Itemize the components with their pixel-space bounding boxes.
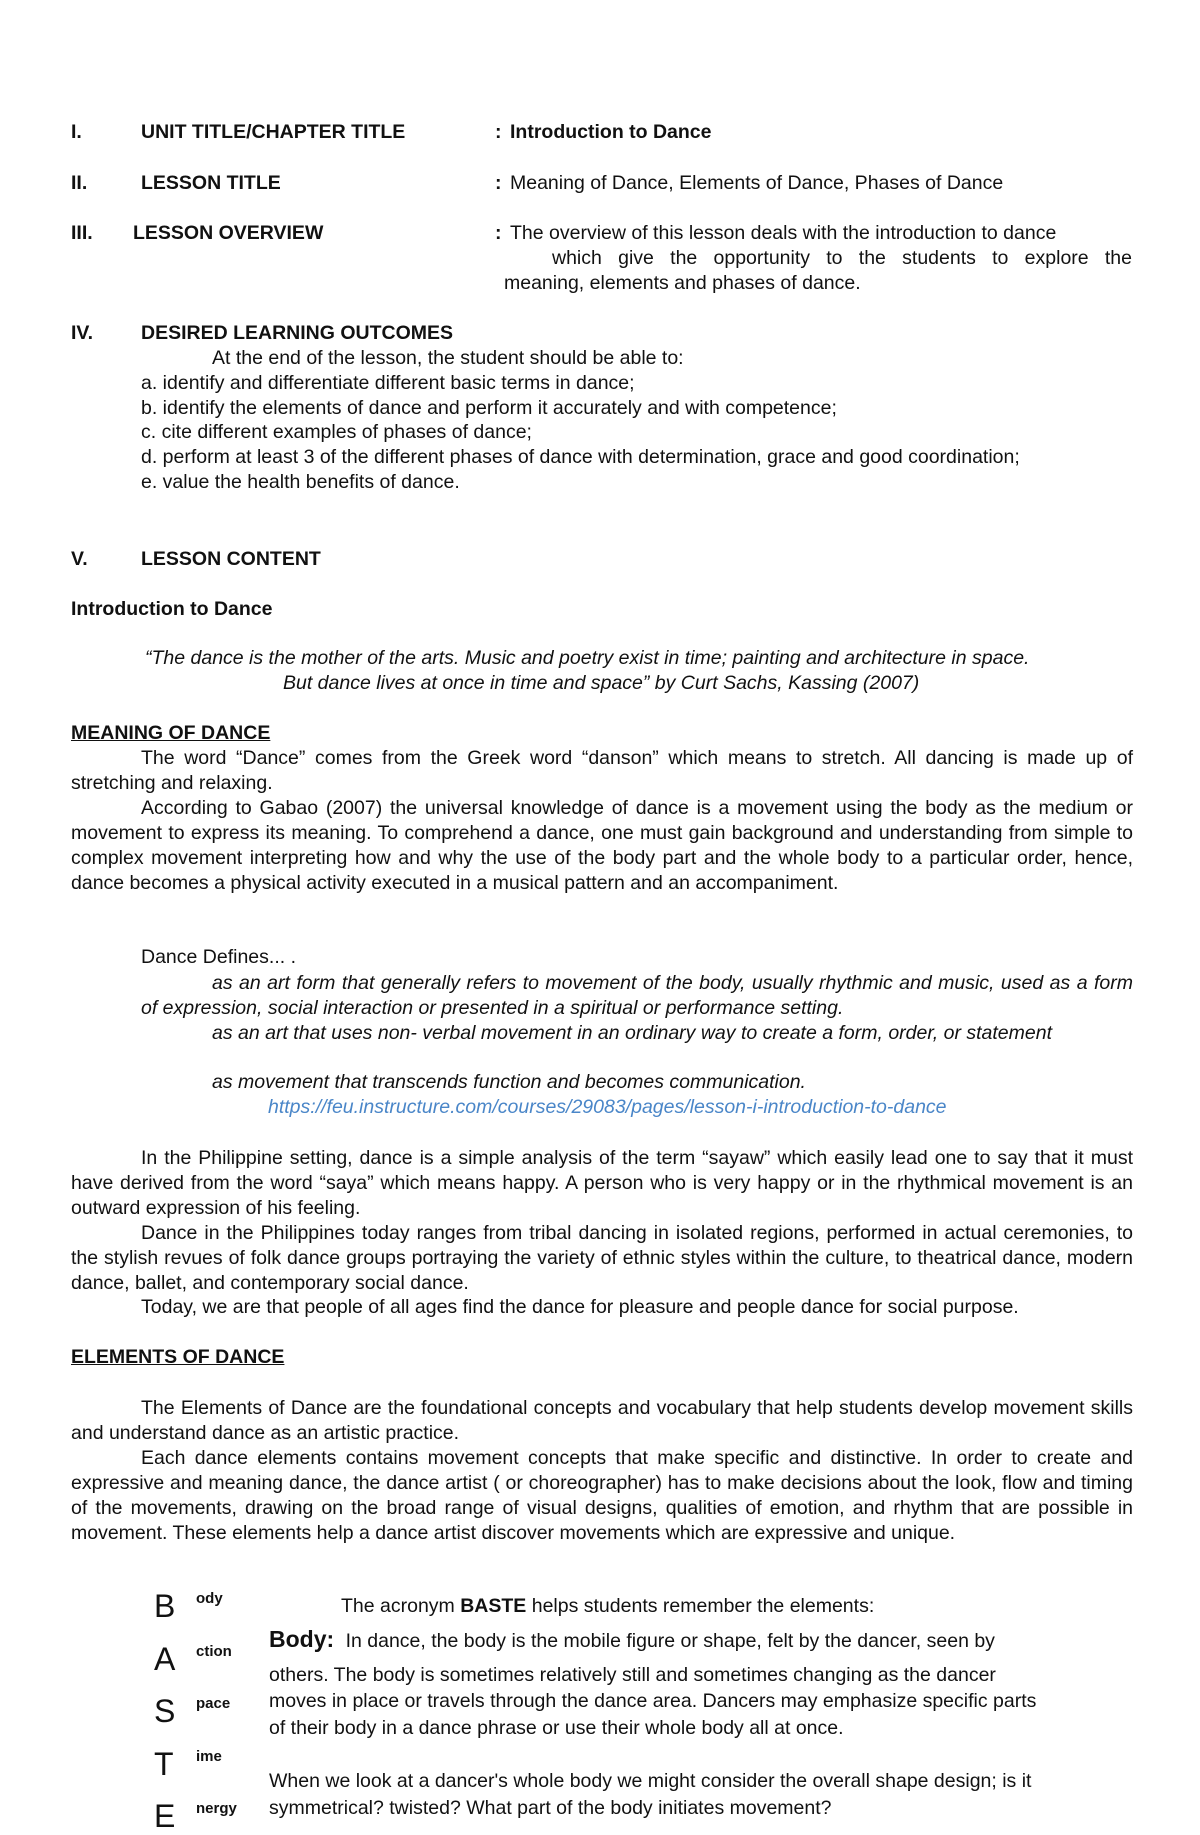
quote-line-2: But dance lives at once in time and space” by Curt Sachs, Kassing (2007) (283, 672, 920, 694)
lesson-title-colon: : (495, 172, 502, 194)
lesson-title-label: LESSON TITLE (141, 172, 281, 194)
reference-link[interactable]: https://feu.instructure.com/courses/29083/pages/lesson-i-introduction-to-dance (268, 1096, 947, 1118)
acronym-post: helps students remember the elements: (531, 1595, 875, 1617)
section-number-i: I. (71, 121, 82, 143)
definition-3: as movement that transcends function and becomes communication. (212, 1071, 806, 1093)
lesson-title-value: Meaning of Dance, Elements of Dance, Phases of Dance (510, 172, 1004, 194)
lesson-overview-line-3: meaning, elements and phases of dance. (504, 272, 861, 294)
outcomes-intro: At the end of the lesson, the student should be able to: (212, 347, 684, 369)
lesson-overview-label: LESSON OVERVIEW (133, 222, 324, 244)
section-number-ii: II. (71, 172, 88, 194)
baste-letter-t: T (154, 1746, 174, 1782)
meaning-paragraph-2: According to Gabao (2007) the universal knowledge of dance is a movement using the body as the medium or movement to express its meaning. To comprehend a dance, one must gain background and understanding from simple to complex movement interpreting how and why the use of the body part and the whole body to a particular order, hence, dance becomes a physical activity executed in a musical pattern and an accompaniment. (71, 797, 1133, 894)
introduction-heading: Introduction to Dance (71, 598, 273, 620)
outcomes-heading: DESIRED LEARNING OUTCOMES (141, 322, 454, 344)
meaning-paragraph-5: Today, we are that people of all ages find the dance for pleasure and people dance for social purpose. (141, 1296, 1019, 1318)
baste-rest-time: ime (196, 1748, 222, 1765)
meaning-paragraph-4: Dance in the Philippines today ranges from tribal dancing in isolated regions, performed in actual ceremonies, to the stylish revues of folk dance groups portraying the variety of ethnic styles within the culture, to theatrical dance, modern dance, ballet, and contemporary social dance. (71, 1222, 1133, 1294)
lesson-overview-line-1: The overview of this lesson deals with the introduction to dance (510, 222, 1057, 244)
lesson-overview-colon: : (495, 222, 502, 244)
whole-body-line-1: When we look at a dancer's whole body we might consider the overall shape design; is it (269, 1770, 1032, 1792)
unit-title-label: UNIT TITLE/CHAPTER TITLE (141, 121, 406, 143)
acronym-word: BASTE (460, 1595, 527, 1617)
outcome-item: e. value the health benefits of dance. (141, 471, 460, 493)
elements-paragraph-1: The Elements of Dance are the foundational concepts and vocabulary that help students develop movement skills and understand dance as an artistic practice. (71, 1397, 1133, 1444)
body-text-1: In dance, the body is the mobile figure or shape, felt by the dancer, seen by (345, 1630, 995, 1652)
baste-letter-b: B (154, 1588, 176, 1624)
body-line-1 (269, 1626, 995, 1653)
meaning-heading: MEANING OF DANCE (71, 722, 271, 744)
unit-title-value: Introduction to Dance (510, 121, 712, 143)
outcome-item: a. identify and differentiate different basic terms in dance; (141, 372, 635, 394)
baste-rest-body: ody (196, 1590, 223, 1607)
unit-title-colon: : (495, 121, 502, 143)
outcome-item: b. identify the elements of dance and perform it accurately and with competence; (141, 397, 837, 419)
body-line-3: moves in place or travels through the dance area. Dancers may emphasize specific parts (269, 1690, 1037, 1712)
baste-rest-action: ction (196, 1643, 232, 1660)
definition-1: as an art form that generally refers to movement of the body, usually rhythmic and music, used as a form of expression, social interaction or presented in a spiritual or performance setting. (141, 972, 1133, 1019)
elements-paragraph-2: Each dance elements contains movement concepts that make specific and distinctive. In order to create and expressive and meaning dance, the dance artist ( or choreographer) has to make decisions about the look, flow and timing of the movements, drawing on the broad range of visual designs, qualities of emotion, and rhythm that are possible in movement. These elements help a dance artist discover movements which are expressive and unique. (71, 1447, 1133, 1544)
definition-2: as an art that uses non- verbal movement in an ordinary way to create a form, order, or statement (212, 1022, 1052, 1044)
meaning-paragraph-1: The word “Dance” comes from the Greek word “danson” which means to stretch. All dancing is made up of stretching and relaxing. (71, 747, 1133, 794)
outcome-item: c. cite different examples of phases of dance; (141, 421, 532, 443)
quote-line-1: “The dance is the mother of the arts. Music and poetry exist in time; painting and architecture in space. (145, 647, 1030, 669)
body-line-4: of their body in a dance phrase or use their whole body all at once. (269, 1717, 844, 1739)
dance-defines-label: Dance Defines... . (141, 946, 296, 968)
baste-rest-energy: nergy (196, 1800, 237, 1817)
lesson-overview-line-2: which give the opportunity to the students to explore the (552, 247, 1132, 269)
baste-letter-a: A (154, 1641, 176, 1677)
baste-rest-space: pace (196, 1695, 231, 1712)
body-line-2: others. The body is sometimes relatively still and sometimes changing as the dancer (269, 1664, 996, 1686)
outcome-item: d. perform at least 3 of the different phases of dance with determination, grace and good coordination; (141, 446, 1020, 468)
section-number-v: V. (71, 548, 88, 570)
baste-letter-e: E (154, 1798, 176, 1834)
baste-letter-s: S (154, 1693, 176, 1729)
lesson-content-heading: LESSON CONTENT (141, 548, 321, 570)
meaning-paragraph-3: In the Philippine setting, dance is a simple analysis of the term “sayaw” which easily lead one to say that it must have derived from the word “saya” which means happy. A person who is very happy or in the rhythmical movement is an outward expression of his feeling. (71, 1147, 1133, 1219)
whole-body-line-2: symmetrical? twisted? What part of the body initiates movement? (269, 1797, 832, 1819)
acronym-pre: The acronym (341, 1595, 455, 1617)
body-label: Body: (269, 1626, 335, 1652)
section-number-iii: III. (71, 222, 93, 244)
elements-heading: ELEMENTS OF DANCE (71, 1346, 285, 1368)
section-number-iv: IV. (71, 322, 94, 344)
acronym-sentence (341, 1595, 874, 1618)
